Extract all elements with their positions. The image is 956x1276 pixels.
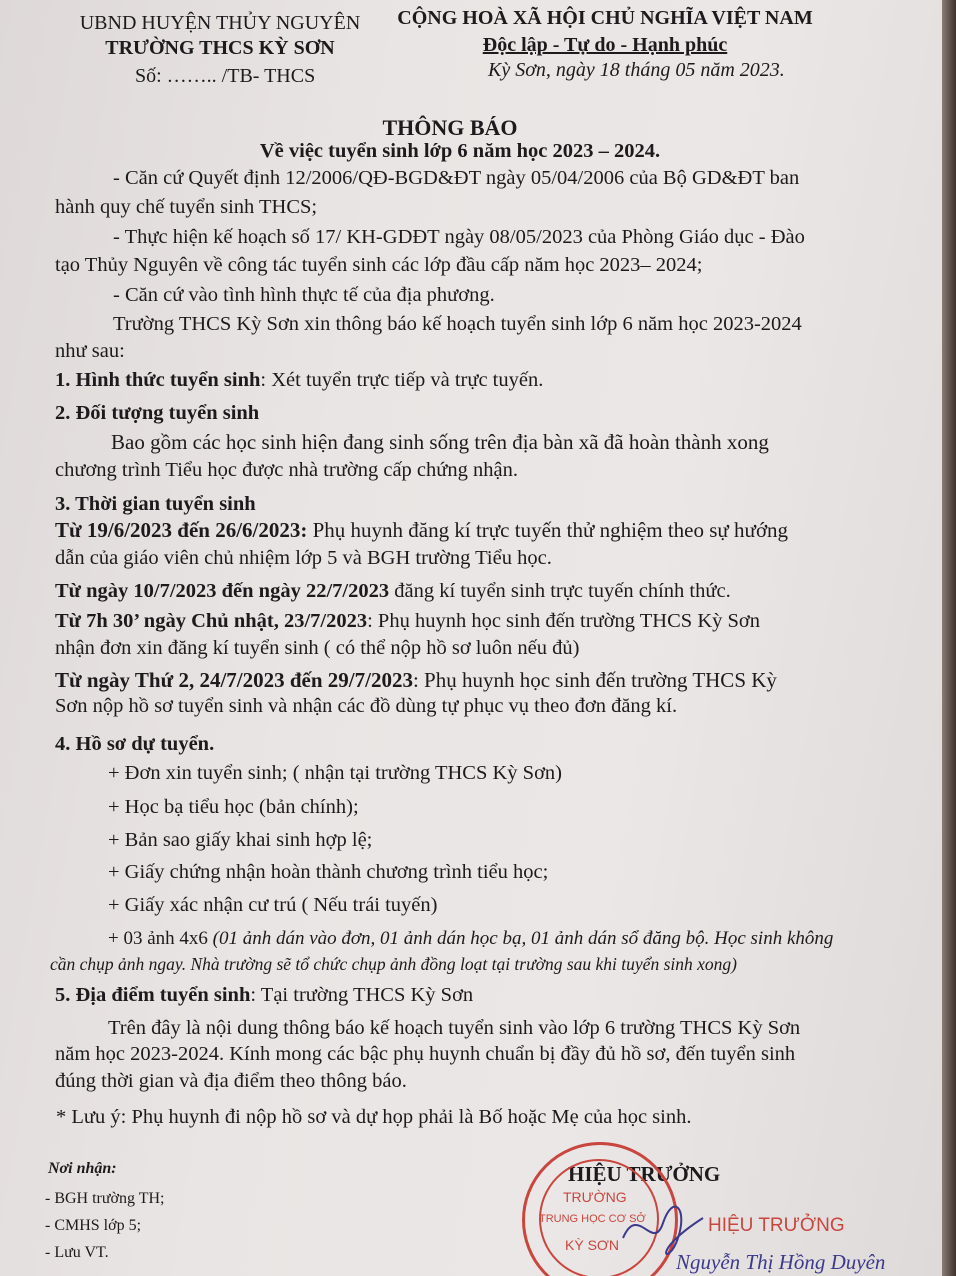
timeline-date: Từ ngày 10/7/2023 đến ngày 22/7/2023 [55,580,390,602]
page-title: THÔNG BÁO [382,115,518,140]
section-5-label: 5. Địa điểm tuyển sinh [55,984,251,1006]
timeline-text: Phụ huynh đăng kí trực tuyến thử nghiệm theo sự hướng [307,518,789,542]
recipient-item: - BGH trường TH; [45,1190,165,1207]
closing-line: năm học 2023-2024. Kính mong các bậc phụ huynh chuẩn bị đầy đủ hồ sơ, đến tuyển sinh [55,1043,796,1065]
timeline-date: Từ ngày Thứ 2, 24/7/2023 đến 29/7/2023 [55,668,413,692]
document-number: Số: …….. /TB- THCS [135,65,316,87]
seal-text: TRUNG HỌC CƠ SỞ [539,1213,646,1225]
signer-title: HIỆU TRƯỞNG [568,1162,721,1186]
closing-line: Trên đây là nội dung thông báo kế hoạch tuyển sinh vào lớp 6 trường THCS Kỳ Sơn [108,1017,801,1039]
basis-line: - Căn cứ vào tình hình thực tế của địa phương. [113,284,495,306]
seal-text: KỲ SƠN [565,1237,620,1253]
timeline-text: nhận đơn xin đăng kí tuyển sinh ( có thể nộp hồ sơ luôn nếu đủ) [55,637,580,659]
authority-name: UBND HUYỆN THỦY NGUYÊN [79,12,361,34]
recipients-label: Nơi nhận: [48,1160,117,1177]
timeline-text: dẫn của giáo viên chủ nhiệm lớp 5 và BGH trường Tiểu học. [55,547,552,569]
school-name: TRƯỜNG THCS KỲ SƠN [105,37,335,59]
section-3-label: 3. Thời gian tuyển sinh [55,493,256,515]
timeline-text: Sơn nộp hồ sơ tuyển sinh và nhận các đồ dùng tự phục vụ theo đơn đăng kí. [55,695,678,717]
recipient-item: - CMHS lớp 5; [45,1217,142,1234]
photo-note: cần chụp ảnh ngay. Nhà trường sẽ tổ chức chụp ảnh đồng loạt tại trường sau khi tuyển sinh xong) [50,954,737,974]
page-subtitle: Về việc tuyển sinh lớp 6 năm học 2023 – 2024. [259,140,661,162]
section-1 [55,369,543,392]
national-motto: Độc lập - Tự do - Hạnh phúc [482,34,728,56]
basis-line: - Căn cứ Quyết định 12/2006/QĐ-BGD&ĐT ngày 05/04/2006 của Bộ GD&ĐT ban [113,167,800,189]
national-title: CỘNG HOÀ XÃ HỘI CHỦ NGHĨA VIỆT NAM [397,7,813,29]
photo-label: + 03 ảnh 4x6 [108,928,213,949]
section-2-label: 2. Đối tượng tuyển sinh [55,402,260,424]
basis-line: tạo Thủy Nguyên về công tác tuyển sinh các lớp đầu cấp năm học 2023– 2024; [55,254,703,276]
timeline-item [55,518,788,543]
timeline-text: : Phụ huynh học sinh đến trường THCS Kỳ [412,668,777,692]
document-item: + Học bạ tiểu học (bản chính); [108,796,359,818]
basis-line: hành quy chế tuyển sinh THCS; [55,196,318,218]
intro-line: như sau: [55,340,125,362]
section-2-text: Bao gồm các học sinh hiện đang sinh sống trên địa bàn xã đã hoàn thành xong [111,430,769,454]
closing-line: đúng thời gian và địa điểm theo thông báo. [55,1070,407,1092]
note-line: * Lưu ý: Phụ huynh đi nộp hồ sơ và dự họp phải là Bố hoặc Mẹ của học sinh. [56,1106,692,1128]
section-5 [55,984,473,1007]
timeline-text: : Phụ huynh học sinh đến trường THCS Kỳ Sơn [367,610,760,632]
stamp-title: HIỆU TRƯỞNG [708,1215,845,1236]
section-4-label: 4. Hồ sơ dự tuyển. [55,733,215,755]
timeline-item [55,580,731,603]
seal-text: TRƯỜNG [563,1189,627,1205]
photo-note: (01 ảnh dán vào đơn, 01 ảnh dán học bạ, 01 ảnh dán sổ đăng bộ. Học sinh không [212,928,834,949]
document-item: + Giấy chứng nhận hoàn thành chương trình tiểu học; [108,861,549,883]
basis-line: - Thực hiện kế hoạch số 17/ KH-GDĐT ngày 08/05/2023 của Phòng Giáo dục - Đào [113,226,805,248]
timeline-item [55,668,777,693]
signer-name: Nguyễn Thị Hồng Duyên [676,1250,886,1274]
recipient-item: - Lưu VT. [45,1244,109,1261]
date-place: Kỳ Sơn, ngày 18 tháng 05 năm 2023. [488,59,785,81]
section-2-text: chương trình Tiểu học được nhà trường cấp chứng nhận. [55,459,518,481]
section-1-label: 1. Hình thức tuyển sinh [55,369,261,391]
intro-line: Trường THCS Kỳ Sơn xin thông báo kế hoạch tuyển sinh lớp 6 năm học 2023-2024 [113,313,802,335]
timeline-date: Từ 19/6/2023 đến 26/6/2023: [55,518,308,542]
signature-scribble [618,1198,708,1258]
timeline-date: Từ 7h 30’ ngày Chủ nhật, 23/7/2023 [55,610,368,632]
photo-item [108,928,833,950]
document-item: + Bản sao giấy khai sinh hợp lệ; [108,829,373,851]
timeline-text: đăng kí tuyển sinh trực tuyến chính thức. [389,580,731,602]
photo-background-edge [942,0,956,1276]
timeline-item [55,610,760,633]
section-1-text: : Xét tuyển trực tiếp và trực tuyến. [260,369,544,391]
section-5-text: : Tại trường THCS Kỳ Sơn [250,984,474,1006]
document-item: + Đơn xin tuyển sinh; ( nhận tại trường THCS Kỳ Sơn) [108,762,562,784]
document-item: + Giấy xác nhận cư trú ( Nếu trái tuyến) [108,894,438,916]
